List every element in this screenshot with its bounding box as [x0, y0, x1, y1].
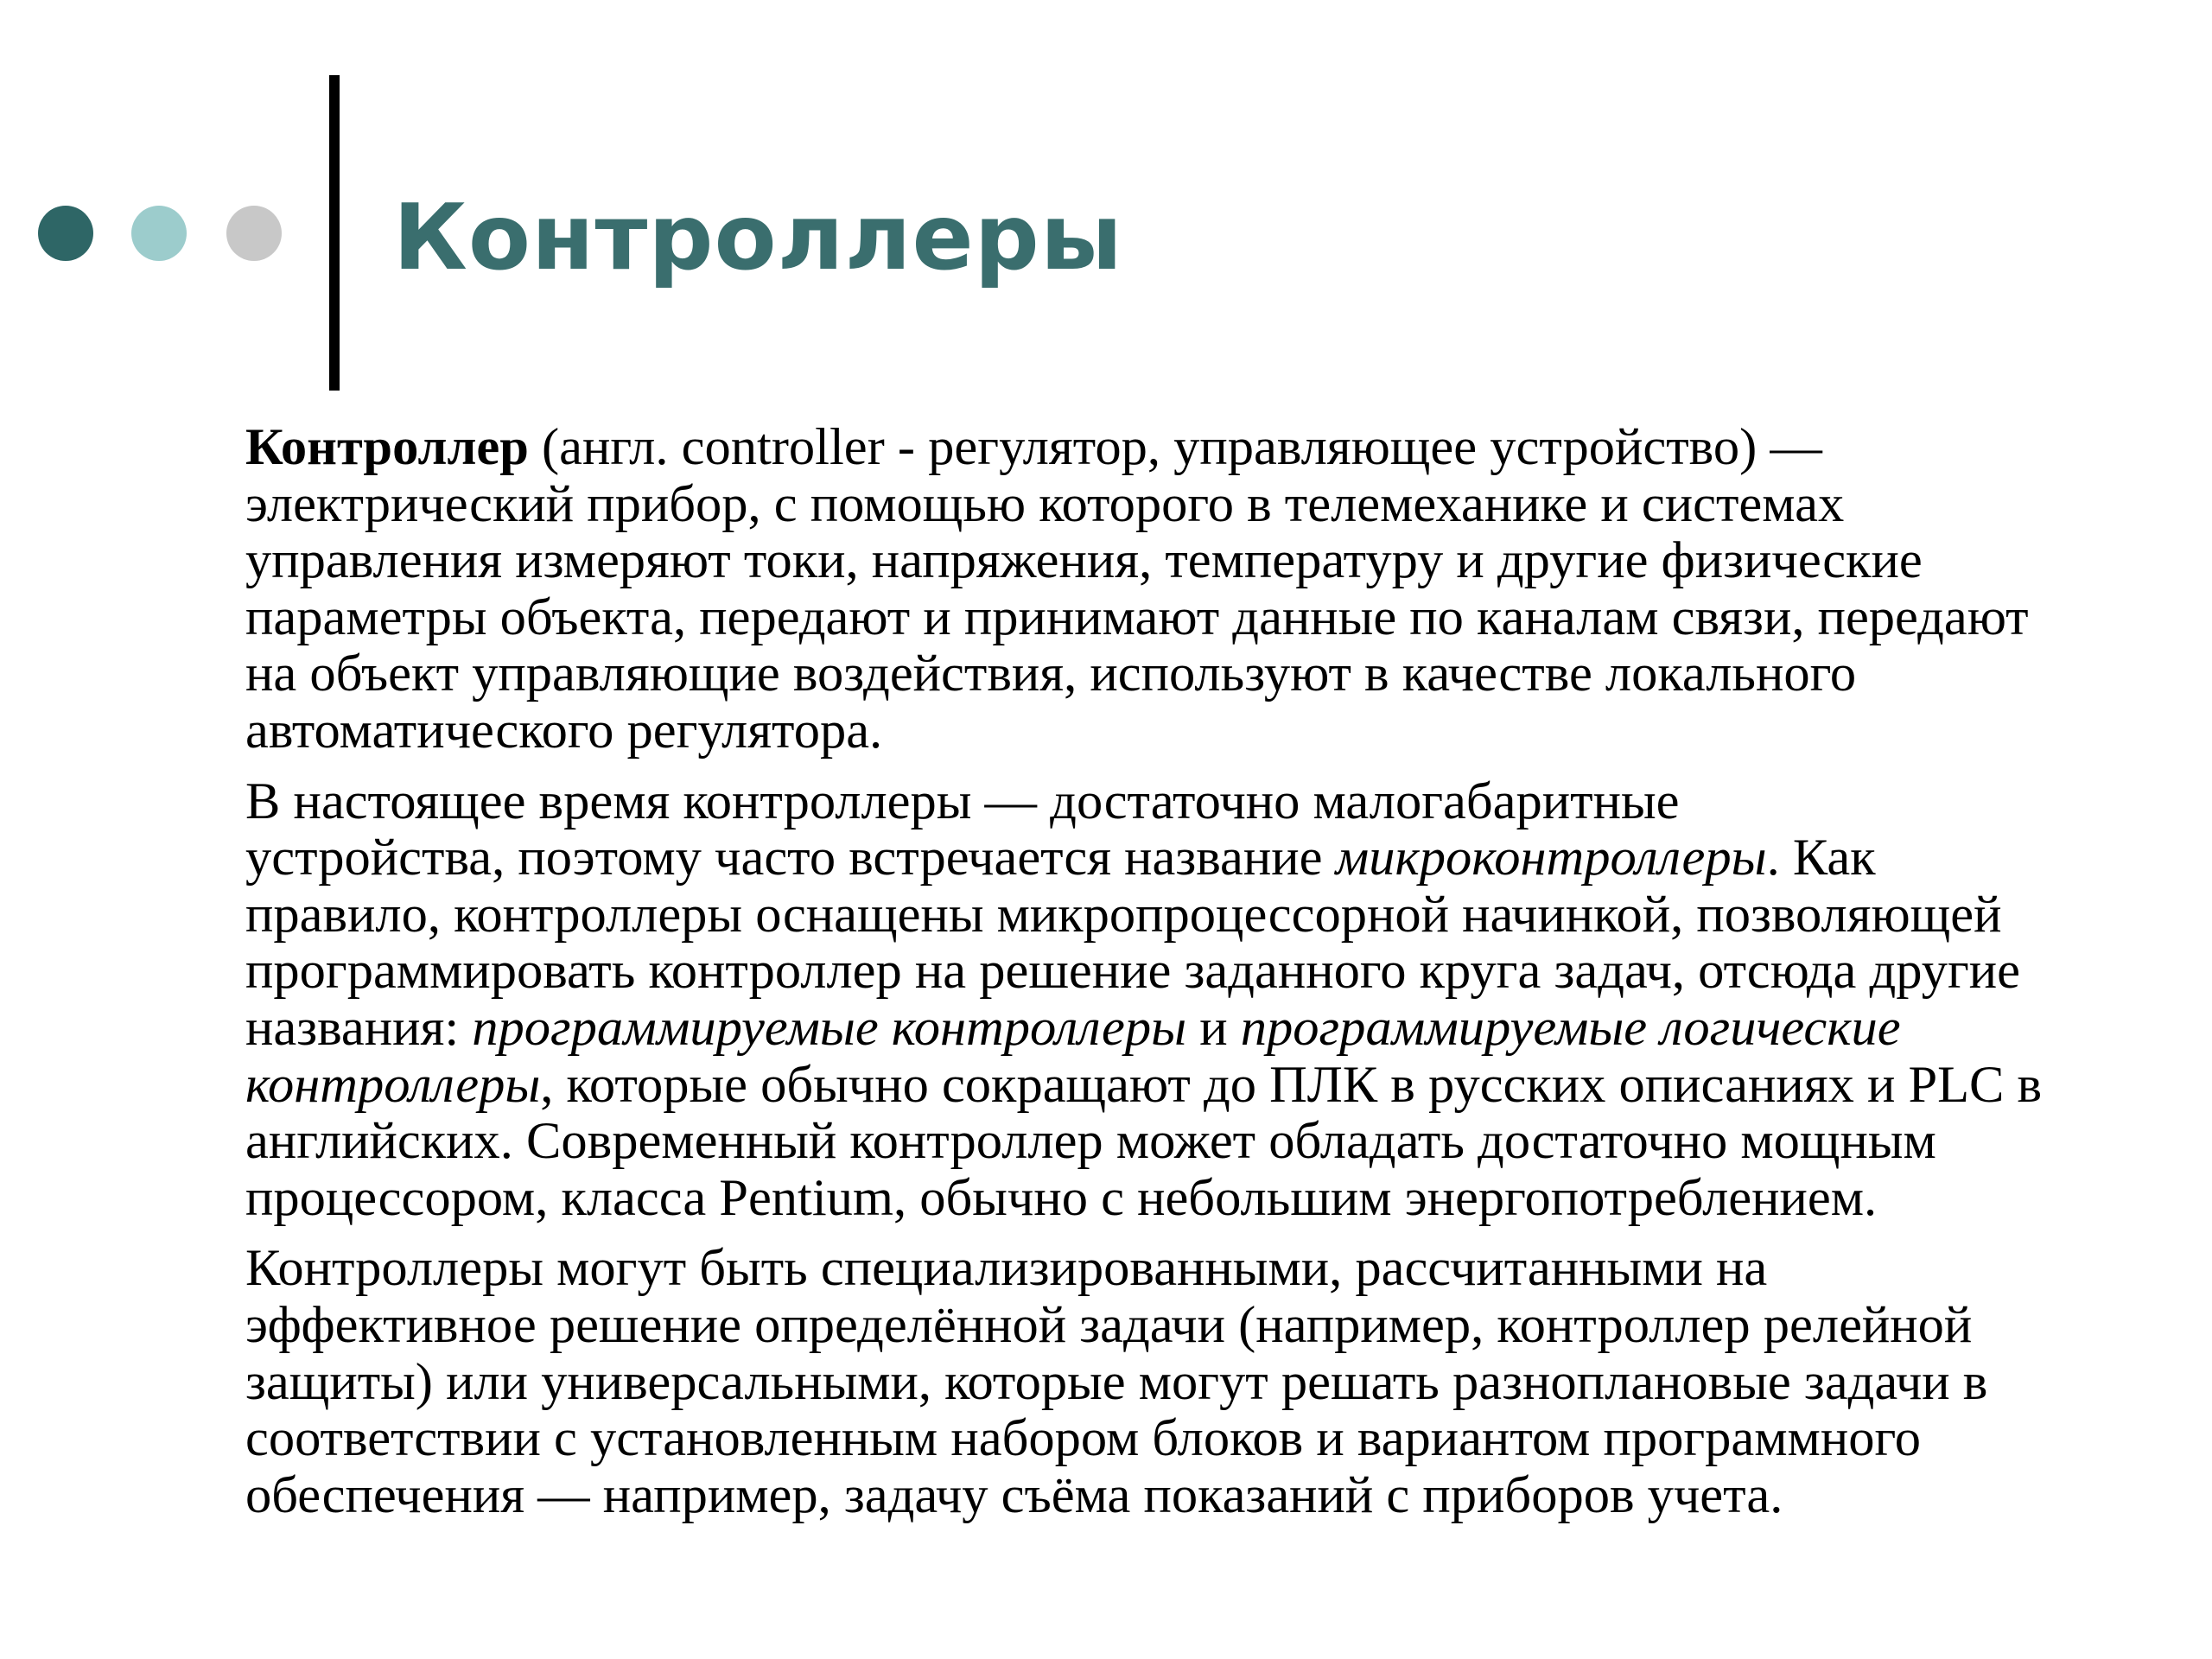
- text-line: английских. Современный контроллер может обладать достаточно мощным: [245, 1112, 1936, 1171]
- title-divider: [329, 75, 340, 391]
- text-span: , которые обычно сокращают до ПЛК в русских описаниях и PLC в: [540, 1055, 2043, 1114]
- text-line: электрический прибор, с помощью которого в телемеханике и системах: [245, 474, 1845, 533]
- text-line: на объект управляющие воздействия, используют в качестве локального: [245, 645, 1857, 703]
- term-controller: Контроллер: [245, 418, 529, 476]
- decorative-dot-dark: [38, 206, 93, 261]
- decorative-dot-mid: [131, 206, 187, 261]
- paragraph-microcontrollers: [107, 773, 2146, 1227]
- text-line: автоматического регулятора.: [245, 701, 883, 760]
- text-span: . Как: [1766, 829, 1876, 887]
- text-line: защиты) или универсальными, которые могут решать разноплановые задачи в: [245, 1352, 1988, 1411]
- text-line: эффективное решение определённой задачи (например, контроллер релейной: [245, 1295, 1973, 1354]
- text-line: программировать контроллер на решение заданного круга задач, отсюда другие: [245, 942, 2021, 1001]
- text-line: [107, 1000, 2146, 1057]
- text-line: [107, 1057, 2146, 1114]
- paragraph-specialized: [107, 1240, 2146, 1523]
- text-line: Контроллеры могут быть специализированными, рассчитанными на: [245, 1239, 1768, 1298]
- term-programmable-logic: программируемые логические: [1240, 998, 1901, 1057]
- slide-body: [107, 419, 2146, 1537]
- text-line: управления измеряют токи, напряжения, температуру и другие физические: [245, 531, 1923, 590]
- decorative-dot-light: [226, 206, 282, 261]
- text-line: параметры объекта, передают и принимают данные по каналам связи, передают: [245, 588, 2029, 646]
- text-line: процессором, класса Pentium, обычно с небольшим энергопотреблением.: [245, 1168, 1878, 1227]
- text-line: обеспечения — например, задачу съёма показаний с приборов учета.: [245, 1465, 1783, 1524]
- slide-title: Контроллеры: [393, 185, 1123, 290]
- paragraph-definition: [107, 419, 2146, 760]
- text-span: устройства, поэтому часто встречается название: [245, 829, 1336, 887]
- text-line: правило, контроллеры оснащены микропроцессорной начинкой, позволяющей: [245, 885, 2002, 944]
- text-line: В настоящее время контроллеры — достаточно малогабаритные: [245, 772, 1680, 830]
- text-span: названия:: [245, 998, 473, 1057]
- text-line: [107, 419, 2146, 476]
- term-programmable-controllers: программируемые контроллеры: [472, 998, 1187, 1057]
- term-controllers: контроллеры: [245, 1055, 541, 1114]
- text-line: [107, 830, 2146, 887]
- term-microcontrollers: микроконтроллеры: [1335, 829, 1767, 887]
- text-line: соответствии с установленным набором блоков и вариантом программного: [245, 1409, 1922, 1468]
- text-span: (англ. controller - регулятор, управляющее устройство) —: [528, 418, 1822, 476]
- text-span: и: [1186, 998, 1241, 1057]
